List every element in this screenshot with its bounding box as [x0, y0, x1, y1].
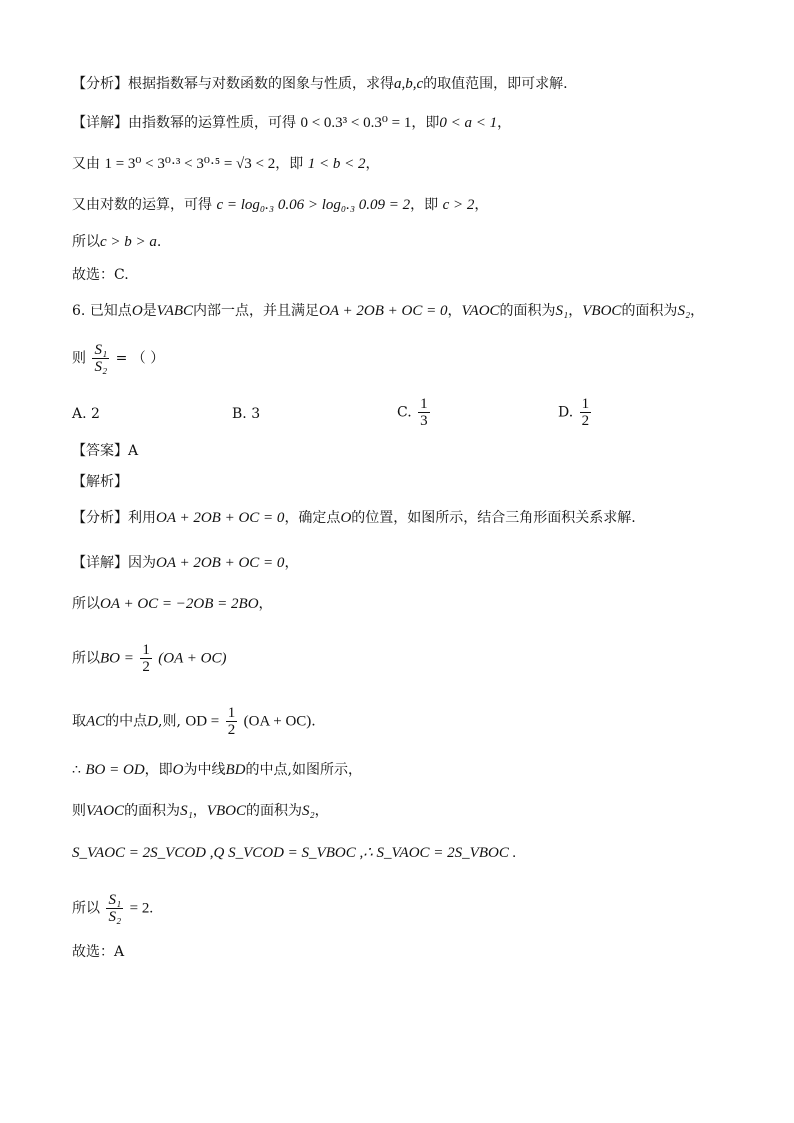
- line-c-prefix: 又由对数的运算，可得: [72, 197, 212, 213]
- line-c-suffix: ，: [474, 197, 489, 213]
- line-b-suffix: ，: [365, 156, 380, 172]
- step-2: [72, 642, 226, 675]
- detail2-tag: 【详解】: [72, 555, 128, 571]
- detail-text-end: ，: [497, 115, 512, 131]
- option-b: B. 3: [232, 406, 261, 422]
- option-d-denominator: 2: [581, 413, 590, 429]
- line-b-expression: 1 = 3⁰ < 3⁰·³ < 3⁰·⁵ = √3 < 2: [104, 156, 276, 172]
- q6-s2: S₂: [677, 303, 691, 319]
- q6-text-h: ，: [690, 303, 705, 319]
- step4-mid2: 为中线: [183, 762, 226, 778]
- question-number: 6.: [72, 303, 86, 319]
- q6-text-c: 内部一点，并且满足: [193, 303, 320, 319]
- choose-line-2: 故选：A: [72, 944, 125, 960]
- analysis2-point-o: O: [340, 510, 352, 526]
- detail-result: 0 < a < 1: [439, 115, 498, 131]
- option-d-label: D.: [558, 404, 574, 421]
- step4-suffix: 的中点,如图所示，: [245, 762, 362, 778]
- step5-mid2: ，: [192, 803, 207, 819]
- detail2-condition: OA + 2OB + OC = 0: [156, 555, 285, 571]
- q6-condition: OA + 2OB + OC = 0: [319, 303, 448, 319]
- step5-s2: S₂: [301, 803, 315, 819]
- step1-expression: OA + OC = −2OB = 2BO: [100, 596, 259, 612]
- ask-prefix: 则: [72, 350, 86, 367]
- step6-expression: S_VAOC = 2S_VCOD ,Q S_VCOD = S_VBOC ,∴ S_VAOC = 2S_VBOC .: [72, 845, 517, 861]
- variables: a,b,c: [394, 76, 424, 92]
- step-7: [72, 892, 153, 925]
- analysis2-text-a: 利用: [128, 510, 156, 526]
- step-6: [72, 843, 516, 863]
- option-c-fraction: [418, 396, 430, 429]
- step-4: [72, 760, 362, 780]
- line-c-mid: ，即: [410, 197, 439, 213]
- line-d-prefix: 所以: [72, 234, 100, 250]
- line-d: [72, 232, 161, 252]
- step4-mid: ，即: [144, 762, 173, 778]
- step3-fraction: [226, 705, 238, 738]
- q6-text-a: 已知点: [89, 303, 132, 319]
- step5-triangle-aoc: VAOC: [86, 803, 125, 819]
- option-c-numerator: 1: [420, 396, 428, 412]
- analysis-text: 根据指数幂与对数函数的图象与性质，求得: [128, 76, 394, 92]
- detail-text-mid: ，即: [411, 115, 440, 131]
- line-b-prefix: 又由: [72, 156, 100, 172]
- option-c-label: C.: [397, 404, 412, 421]
- step3-prefix: 取: [72, 713, 86, 730]
- step2-fraction: [140, 642, 152, 675]
- step5-suffix: ，: [314, 803, 329, 819]
- ratio-fraction: [92, 342, 109, 375]
- step5-s1: S₁: [180, 803, 193, 819]
- question-6: [72, 301, 704, 321]
- analysis-line-1: [72, 74, 568, 94]
- line-d-expression: c > b > a: [100, 234, 157, 250]
- detail2-text-a: 因为: [128, 555, 156, 571]
- detail2-text-b: ，: [284, 555, 299, 571]
- answer-value: A: [128, 443, 139, 459]
- step7-denominator: S₂: [108, 909, 122, 925]
- step1-suffix: ，: [258, 596, 273, 612]
- step4-segment-bd: BD: [225, 762, 246, 778]
- step-3: [72, 705, 316, 738]
- step7-fraction: [106, 892, 123, 925]
- step3-suffix: .: [311, 713, 316, 730]
- line-b-result: 1 < b < 2: [307, 156, 366, 172]
- line-c: [72, 195, 488, 215]
- q6-text-f: ，: [568, 303, 583, 319]
- step2-denominator: 2: [142, 659, 150, 675]
- q6-triangle-aoc: VAOC: [461, 303, 500, 319]
- analysis-text-end: 的取值范围，即可求解.: [423, 76, 568, 92]
- step7-numerator: S₁: [108, 892, 122, 908]
- step3-segment-ac: AC: [86, 713, 106, 730]
- step5-prefix: 则: [72, 803, 86, 819]
- q6-text-b: 是: [142, 303, 157, 319]
- ratio-denominator: S₂: [94, 359, 108, 375]
- step3-point-d: D: [147, 713, 159, 730]
- step3-denominator: 2: [227, 722, 236, 738]
- step3-lhs: OD =: [185, 713, 220, 730]
- detail-line-2: [72, 553, 298, 573]
- ratio-numerator: S₁: [94, 342, 108, 358]
- step2-lhs: BO =: [100, 650, 134, 667]
- option-d-fraction: [580, 396, 592, 429]
- q6-triangle-boc: VBOC: [582, 303, 622, 319]
- q6-point-o: O: [131, 303, 143, 319]
- step2-prefix: 所以: [72, 650, 100, 667]
- analysis2-condition: OA + 2OB + OC = 0: [156, 510, 285, 526]
- option-a: A. 2: [72, 406, 100, 422]
- step5-mid3: 的面积为: [245, 803, 302, 819]
- q6-text-g: 的面积为: [621, 303, 678, 319]
- line-b: [72, 154, 379, 174]
- step3-numerator: 1: [227, 705, 236, 721]
- detail-expression: 0 < 0.3³ < 0.3⁰ = 1: [300, 115, 412, 131]
- step4-expression: BO = OD: [85, 762, 145, 778]
- step2-numerator: 1: [142, 642, 150, 658]
- analysis-line-2: [72, 508, 636, 528]
- step3-mid2: ,则,: [158, 713, 181, 730]
- step3-mid: 的中点: [105, 713, 148, 730]
- q6-text-d: ，: [447, 303, 462, 319]
- step5-triangle-boc: VBOC: [206, 803, 246, 819]
- step-5: [72, 801, 329, 821]
- option-c: [397, 396, 432, 429]
- analysis-tag: 【分析】: [72, 76, 128, 92]
- analysis2-text-b: ，确定点: [284, 510, 341, 526]
- choose-line-1: 故选：C.: [72, 267, 129, 283]
- analysis2-text-c: 的位置，如图所示，结合三角形面积关系求解.: [351, 510, 636, 526]
- ask-suffix: = （ ）: [115, 350, 165, 367]
- answer-line: [72, 441, 138, 461]
- step2-rhs: (OA + OC): [158, 650, 227, 667]
- detail-tag: 【详解】: [72, 115, 128, 131]
- step7-prefix: 所以: [72, 900, 100, 917]
- line-c-result: c > 2: [442, 197, 475, 213]
- option-c-denominator: 3: [420, 413, 428, 429]
- detail-text: 由指数幂的运算性质，可得: [128, 115, 296, 131]
- q6-s1: S₁: [555, 303, 569, 319]
- option-d-numerator: 1: [581, 396, 590, 412]
- q6-text-e: 的面积为: [499, 303, 556, 319]
- question-6-ask: [72, 342, 164, 375]
- step-1: [72, 594, 273, 614]
- option-d: [558, 396, 593, 429]
- explain-tag: 【解析】: [72, 474, 128, 490]
- answer-tag: 【答案】: [72, 443, 128, 459]
- step4-point-o: O: [172, 762, 184, 778]
- line-b-mid: ，即: [275, 156, 304, 172]
- step4-prefix: ∴: [72, 762, 81, 778]
- line-d-suffix: .: [156, 234, 162, 250]
- line-c-expression: c = log₀.₃ 0.06 > log₀.₃ 0.09 = 2: [216, 197, 411, 213]
- detail-line-1: [72, 113, 511, 133]
- step3-rhs: (OA + OC): [243, 713, 312, 730]
- step1-prefix: 所以: [72, 596, 100, 612]
- step7-suffix: = 2.: [129, 900, 154, 917]
- step5-mid: 的面积为: [124, 803, 181, 819]
- analysis2-tag: 【分析】: [72, 510, 128, 526]
- q6-triangle-abc: VABC: [156, 303, 194, 319]
